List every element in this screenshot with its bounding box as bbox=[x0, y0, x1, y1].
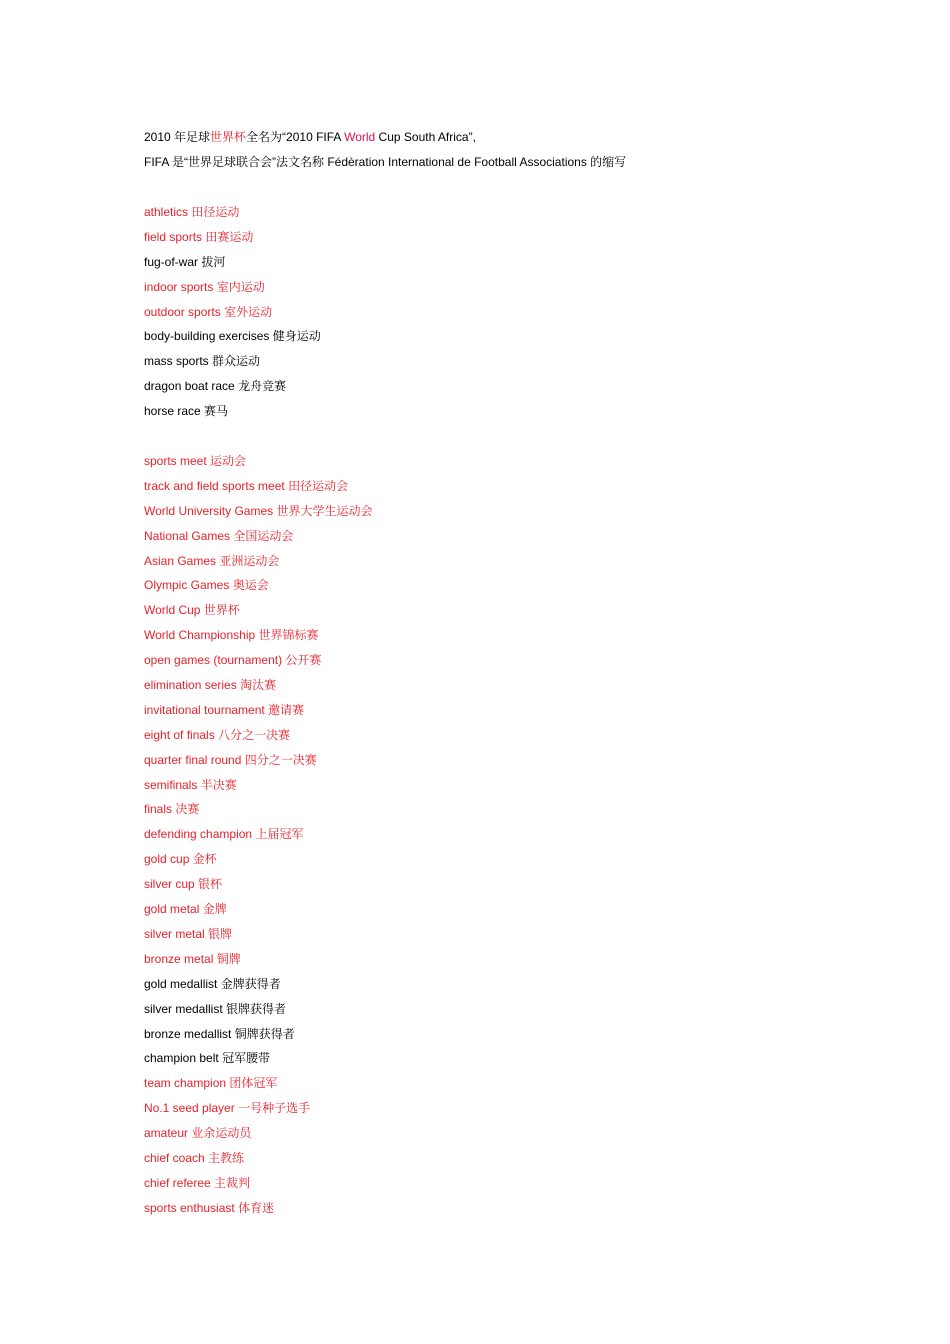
vocab-english: defending champion bbox=[144, 827, 253, 842]
vocab-chinese: 淘汰赛 bbox=[240, 678, 277, 693]
vocab-chinese: 世界大学生运动会 bbox=[276, 503, 373, 518]
vocab-item bbox=[144, 527, 904, 552]
intro-text-e: Cup South Africa”, bbox=[375, 130, 476, 144]
vocab-english: open games (tournament) bbox=[144, 653, 283, 668]
vocab-english: chief coach bbox=[144, 1150, 205, 1165]
vocab-chinese: 田径运动 bbox=[191, 205, 240, 219]
vocab-english: body-building exercises bbox=[144, 329, 270, 344]
vocab-item bbox=[144, 1149, 904, 1174]
vocab-chinese: 业余运动员 bbox=[191, 1126, 252, 1141]
spacer bbox=[144, 427, 904, 452]
vocab-chinese: 上届冠军 bbox=[255, 827, 304, 842]
vocab-english: amateur bbox=[144, 1126, 189, 1141]
vocab-item bbox=[144, 651, 904, 676]
vocab-english: elimination series bbox=[144, 678, 237, 693]
vocab-chinese: 奥运会 bbox=[232, 578, 269, 593]
vocab-chinese: 田赛运动 bbox=[205, 229, 254, 244]
intro-line-2: FIFA 是“世界足球联合会”法文名称 Fédèration International de Football Associations 的缩写 bbox=[144, 155, 627, 169]
vocab-english: National Games bbox=[144, 528, 231, 543]
vocab-english: silver cup bbox=[144, 877, 195, 892]
vocab-english: World Championship bbox=[144, 628, 256, 643]
vocab-chinese: 健身运动 bbox=[272, 329, 321, 344]
vocab-chinese: 银牌获得者 bbox=[226, 1001, 287, 1016]
vocab-item bbox=[144, 1099, 904, 1124]
vocab-chinese: 铜牌 bbox=[216, 951, 241, 966]
vocab-english: invitational tournament bbox=[144, 702, 265, 717]
vocab-item bbox=[144, 975, 904, 1000]
vocab-item bbox=[144, 402, 904, 427]
vocab-english: sports enthusiast bbox=[144, 1200, 235, 1215]
intro-text-world-cup-cn: 世界杯 bbox=[210, 130, 247, 144]
vocab-english: bronze metal bbox=[144, 951, 214, 966]
vocab-list-sports-types bbox=[144, 203, 904, 427]
vocab-chinese: 赛马 bbox=[204, 404, 229, 419]
vocab-chinese: 银杯 bbox=[198, 877, 223, 892]
intro-text-world: World bbox=[344, 130, 376, 144]
vocab-item bbox=[144, 253, 904, 278]
vocab-english: champion belt bbox=[144, 1051, 219, 1066]
vocab-chinese: 金杯 bbox=[192, 852, 217, 867]
vocab-english: gold cup bbox=[144, 852, 190, 867]
vocab-english: gold medallist bbox=[144, 976, 218, 991]
vocab-chinese: 世界锦标赛 bbox=[258, 628, 319, 643]
vocab-item bbox=[144, 601, 904, 626]
vocab-chinese: 团体冠军 bbox=[229, 1076, 278, 1091]
intro-line-1 bbox=[144, 128, 904, 153]
vocab-chinese: 田径运动会 bbox=[288, 478, 349, 493]
vocab-item bbox=[144, 726, 904, 751]
vocab-item bbox=[144, 676, 904, 701]
vocab-english: dragon boat race bbox=[144, 379, 235, 394]
vocab-list-competitions bbox=[144, 452, 904, 1224]
vocab-english: Olympic Games bbox=[144, 578, 230, 593]
vocab-english: No.1 seed player bbox=[144, 1101, 235, 1116]
vocab-item bbox=[144, 477, 904, 502]
vocab-item bbox=[144, 576, 904, 601]
vocab-english: finals bbox=[144, 802, 173, 817]
vocab-item bbox=[144, 925, 904, 950]
vocab-item bbox=[144, 875, 904, 900]
vocab-english: horse race bbox=[144, 404, 201, 419]
vocab-chinese: 室内运动 bbox=[216, 279, 265, 294]
vocab-english: chief referee bbox=[144, 1175, 211, 1190]
vocab-item bbox=[144, 1025, 904, 1050]
vocab-chinese: 铜牌获得者 bbox=[234, 1026, 295, 1041]
vocab-item bbox=[144, 1199, 904, 1224]
vocab-item bbox=[144, 228, 904, 253]
vocab-chinese: 体育迷 bbox=[238, 1200, 275, 1215]
vocab-chinese: 四分之一决赛 bbox=[244, 752, 317, 767]
vocab-english: quarter final round bbox=[144, 752, 242, 767]
vocab-chinese: 全国运动会 bbox=[233, 528, 294, 543]
vocab-english: semifinals bbox=[144, 777, 198, 792]
vocab-english: World Cup bbox=[144, 603, 201, 618]
vocab-chinese: 半决赛 bbox=[200, 777, 237, 792]
vocab-chinese: 冠军腰带 bbox=[222, 1051, 271, 1066]
vocab-english: mass sports bbox=[144, 354, 209, 369]
intro-text-a: 2010 年足球 bbox=[144, 130, 211, 144]
vocab-chinese: 运动会 bbox=[210, 454, 247, 469]
vocab-english: gold metal bbox=[144, 902, 200, 917]
vocab-chinese: 世界杯 bbox=[203, 603, 240, 618]
vocab-chinese: 主教练 bbox=[208, 1150, 245, 1165]
vocab-english: track and field sports meet bbox=[144, 478, 285, 493]
vocab-chinese: 主裁判 bbox=[214, 1175, 251, 1190]
vocab-english: bronze medallist bbox=[144, 1026, 232, 1041]
vocab-english: indoor sports bbox=[144, 279, 214, 294]
vocab-item bbox=[144, 900, 904, 925]
vocab-english: fug-of-war bbox=[144, 254, 199, 269]
vocab-english: team champion bbox=[144, 1076, 227, 1091]
vocab-item bbox=[144, 278, 904, 303]
vocab-item bbox=[144, 1049, 904, 1074]
vocab-chinese: 室外运动 bbox=[224, 304, 273, 319]
vocab-item bbox=[144, 327, 904, 352]
vocab-english: field sports bbox=[144, 229, 203, 244]
vocab-chinese: 亚洲运动会 bbox=[219, 553, 280, 568]
vocab-item bbox=[144, 303, 904, 328]
spacer bbox=[144, 178, 904, 203]
vocab-english: World University Games bbox=[144, 503, 274, 518]
vocab-chinese: 邀请赛 bbox=[268, 702, 305, 717]
vocab-item bbox=[144, 950, 904, 975]
vocab-chinese: 银牌 bbox=[208, 926, 233, 941]
vocab-item bbox=[144, 352, 904, 377]
vocab-chinese: 群众运动 bbox=[212, 354, 261, 369]
vocab-english: outdoor sports bbox=[144, 304, 221, 319]
document-page bbox=[144, 128, 904, 1224]
vocab-english: athletics bbox=[144, 205, 189, 219]
vocab-item bbox=[144, 701, 904, 726]
vocab-chinese: 决赛 bbox=[175, 802, 200, 817]
vocab-english: silver metal bbox=[144, 926, 205, 941]
vocab-item bbox=[144, 452, 904, 477]
vocab-item bbox=[144, 502, 904, 527]
vocab-item bbox=[144, 776, 904, 801]
vocab-english: sports meet bbox=[144, 454, 207, 469]
vocab-item bbox=[144, 751, 904, 776]
vocab-item bbox=[144, 626, 904, 651]
intro-text-c: 全名为“2010 FIFA bbox=[246, 130, 345, 144]
vocab-chinese: 八分之一决赛 bbox=[218, 727, 291, 742]
vocab-chinese: 公开赛 bbox=[285, 653, 322, 668]
vocab-item bbox=[144, 1124, 904, 1149]
vocab-item bbox=[144, 1074, 904, 1099]
vocab-item bbox=[144, 552, 904, 577]
vocab-chinese: 龙舟竞赛 bbox=[238, 379, 287, 394]
vocab-item bbox=[144, 203, 904, 228]
vocab-english: Asian Games bbox=[144, 553, 217, 568]
vocab-chinese: 拔河 bbox=[201, 254, 226, 269]
vocab-item bbox=[144, 800, 904, 825]
vocab-item bbox=[144, 1174, 904, 1199]
vocab-item bbox=[144, 850, 904, 875]
vocab-english: silver medallist bbox=[144, 1001, 223, 1016]
vocab-chinese: 金牌获得者 bbox=[220, 976, 281, 991]
vocab-item bbox=[144, 825, 904, 850]
vocab-item bbox=[144, 377, 904, 402]
vocab-chinese: 一号种子选手 bbox=[238, 1101, 311, 1116]
vocab-english: eight of finals bbox=[144, 727, 215, 742]
vocab-item bbox=[144, 1000, 904, 1025]
vocab-chinese: 金牌 bbox=[202, 902, 227, 917]
